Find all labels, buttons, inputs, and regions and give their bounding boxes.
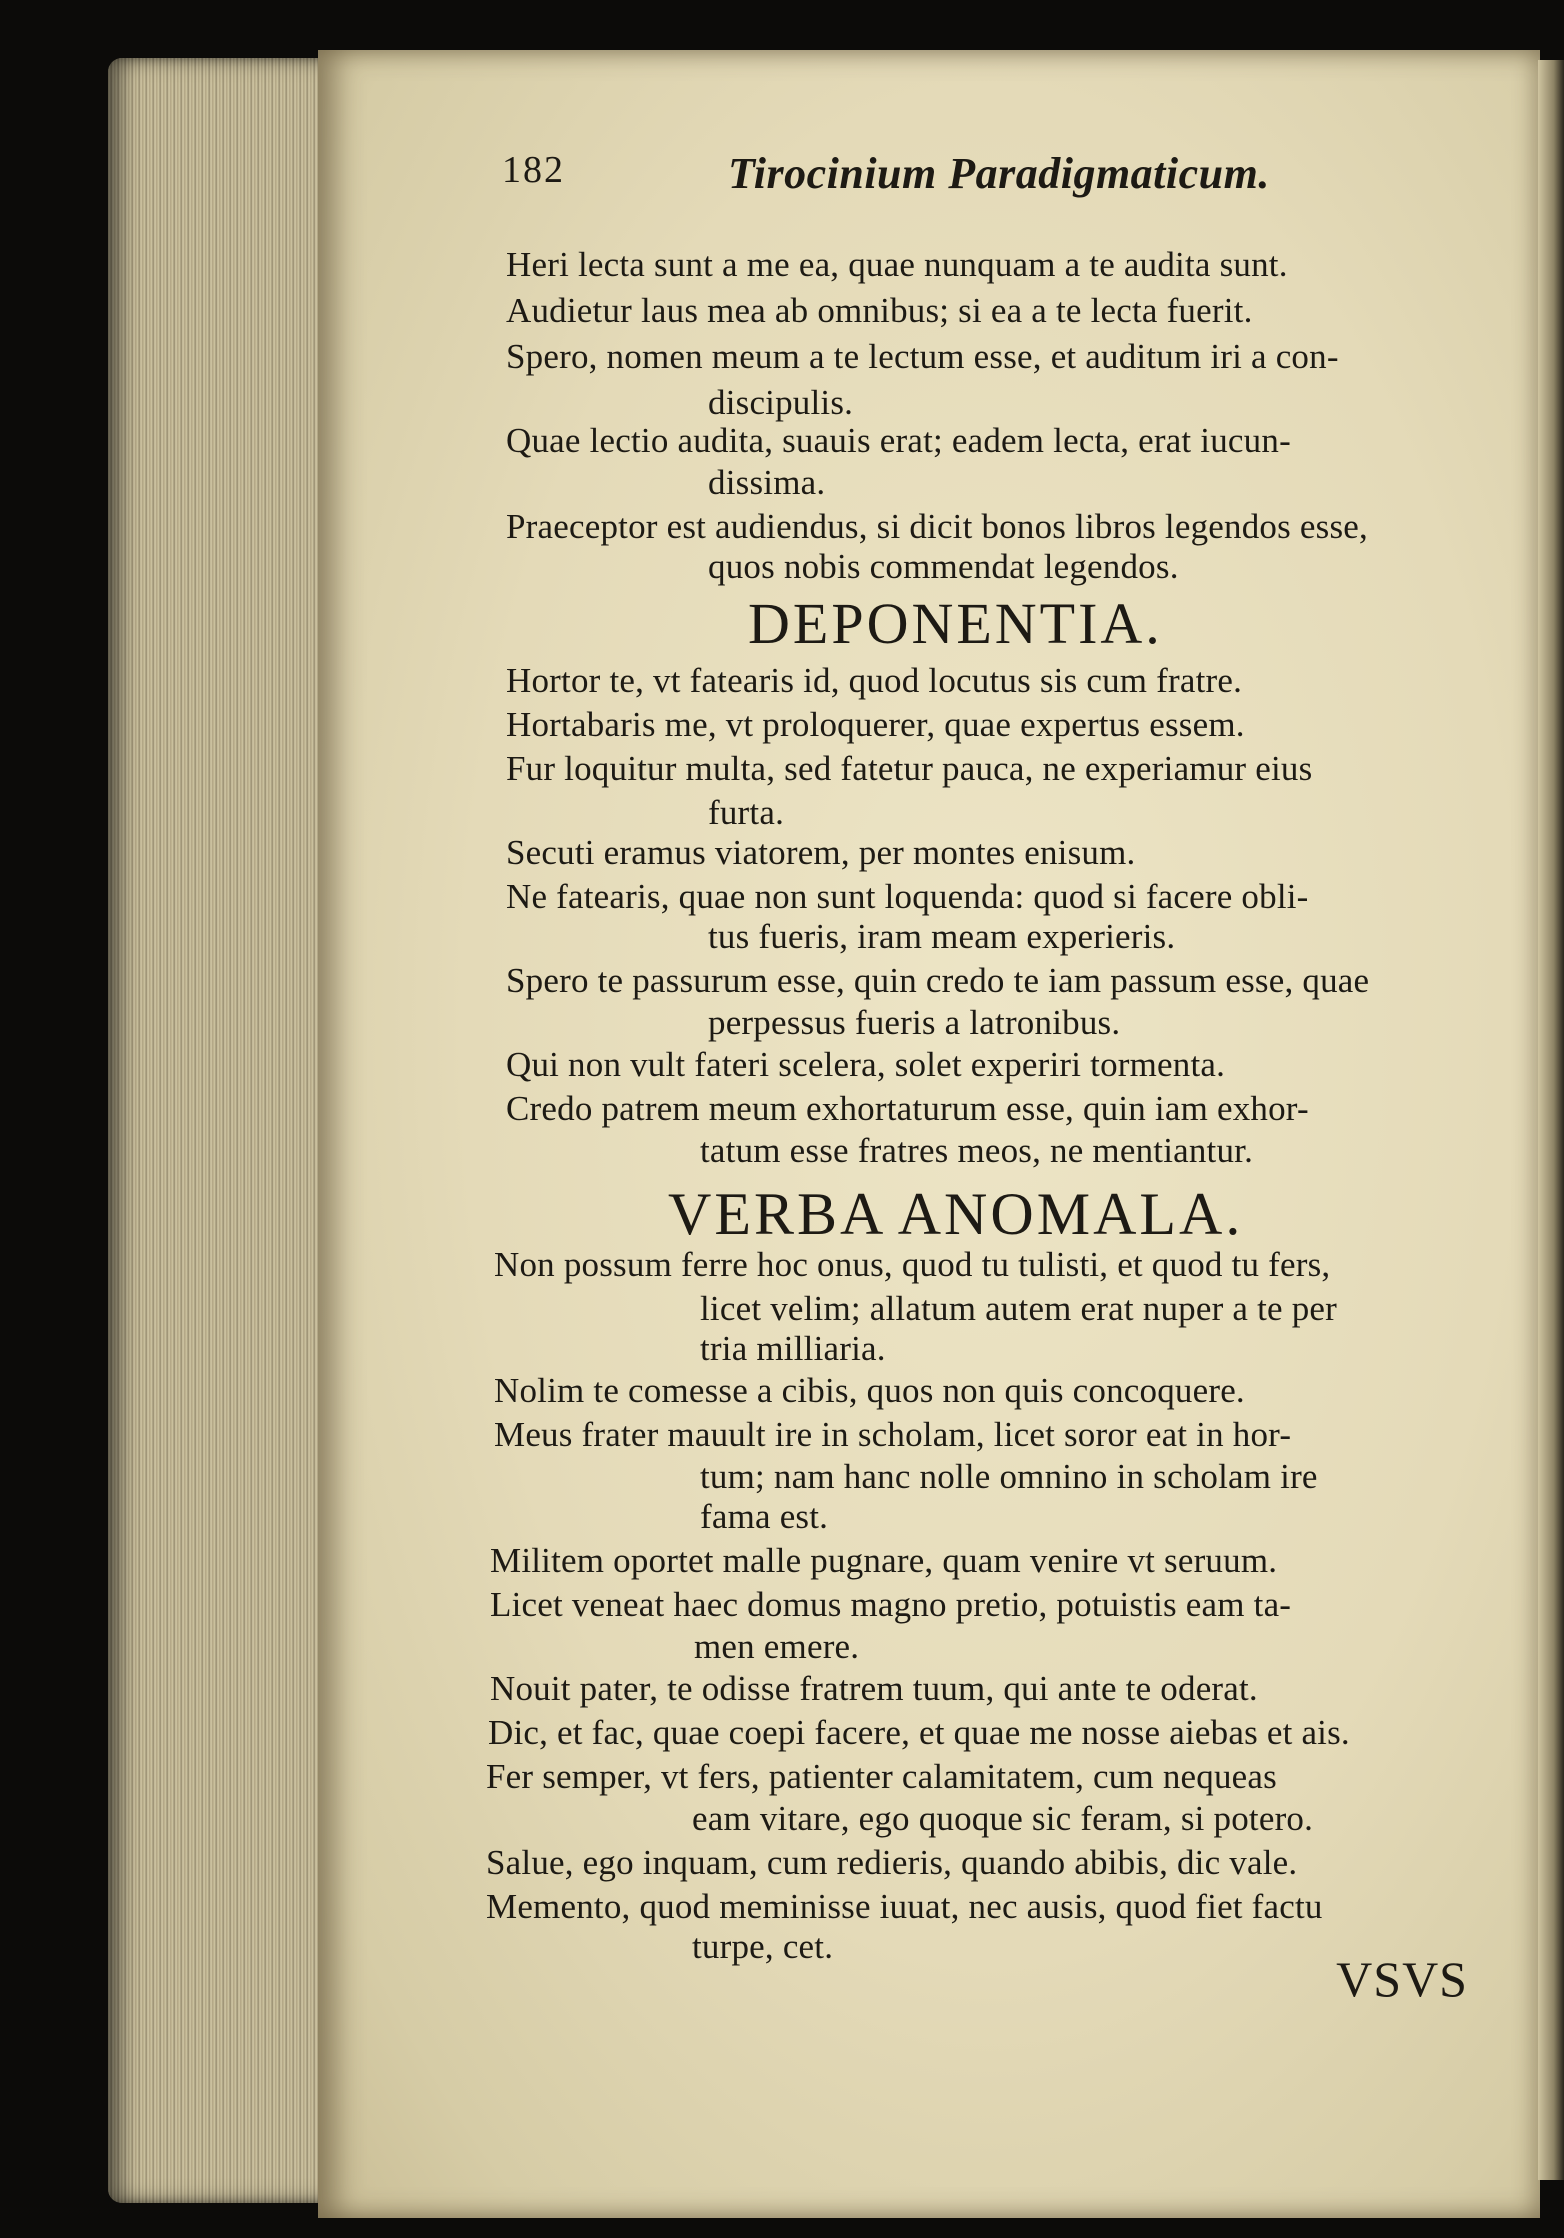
text-line: quos nobis commendat legendos. [708, 547, 1179, 586]
text-line: Memento, quod meminisse iuuat, nec ausis, quod fiet factu [486, 1887, 1323, 1926]
text-line: tum; nam hanc nolle omnino in scholam ire [700, 1457, 1318, 1496]
text-line: furta. [708, 793, 785, 832]
text-line: Spero te passurum esse, quin credo te iam passum esse, quae [506, 961, 1370, 1000]
text-line: tus fueris, iram meam experieris. [708, 917, 1176, 956]
text-line: licet velim; allatum autem erat nuper a te per [700, 1289, 1337, 1328]
text-line: dissima. [708, 463, 826, 502]
text-line: Audietur laus mea ab omnibus; si ea a te lecta fuerit. [506, 291, 1253, 330]
text-line: Spero, nomen meum a te lectum esse, et auditum iri a con- [506, 337, 1339, 376]
text-line: Fur loquitur multa, sed fatetur pauca, ne experiamur eius [506, 749, 1313, 788]
text-line: Quae lectio audita, suauis erat; eadem lecta, erat iucun- [506, 421, 1291, 460]
text-line: perpessus fueris a latronibus. [708, 1003, 1121, 1042]
text-line: Secuti eramus viatorem, per montes enisum. [506, 833, 1136, 872]
catchword: VSVS [1336, 1951, 1468, 2007]
text-line: Licet veneat haec domus magno pretio, potuistis eam ta- [490, 1585, 1292, 1624]
text-line: eam vitare, ego quoque sic feram, si potero. [692, 1799, 1314, 1838]
section-heading-deponentia: DEPONENTIA. [748, 591, 1163, 656]
text-line: Praeceptor est audiendus, si dicit bonos libros legendos esse, [506, 507, 1368, 546]
text-line: Salue, ego inquam, cum redieris, quando abibis, dic vale. [486, 1843, 1298, 1882]
section-heading-verba-anomala: VERBA ANOMALA. [668, 1181, 1244, 1247]
text-line: Meus frater mauult ire in scholam, licet soror eat in hor- [494, 1415, 1292, 1454]
text-line: Nouit pater, te odisse fratrem tuum, qui ante te oderat. [490, 1669, 1258, 1708]
text-line: tria milliaria. [700, 1329, 886, 1368]
text-line: Dic, et fac, quae coepi facere, et quae me nosse aiebas et ais. [488, 1713, 1350, 1752]
text-line: fama est. [700, 1497, 829, 1536]
text-line: Heri lecta sunt a me ea, quae nunquam a te audita sunt. [506, 245, 1288, 284]
text-line: Qui non vult fateri scelera, solet experiri tormenta. [506, 1045, 1226, 1084]
text-line: Fer semper, vt fers, patienter calamitatem, cum nequeas [486, 1757, 1277, 1796]
page-number: 182 [502, 149, 565, 191]
text-line: tatum esse fratres meos, ne mentiantur. [700, 1131, 1254, 1170]
text-line: Ne fatearis, quae non sunt loquenda: quod si facere obli- [506, 877, 1309, 916]
text-line: turpe, cet. [692, 1927, 834, 1966]
text-line: Hortabaris me, vt proloquerer, quae expertus essem. [506, 705, 1245, 744]
text-line: Hortor te, vt fatearis id, quod locutus sis cum fratre. [506, 661, 1243, 700]
text-line: Credo patrem meum exhortaturum esse, quin iam exhor- [506, 1089, 1309, 1128]
text-line: discipulis. [708, 383, 854, 422]
text-line: Non possum ferre hoc onus, quod tu tulisti, et quod tu fers, [494, 1245, 1331, 1284]
text-line: men emere. [694, 1627, 860, 1666]
running-title: Tirocinium Paradigmaticum. [728, 149, 1270, 198]
text-line: Militem oportet malle pugnare, quam venire vt seruum. [490, 1541, 1278, 1580]
page-header [0, 148, 1564, 202]
text-line: Nolim te comesse a cibis, quos non quis concoquere. [494, 1371, 1245, 1410]
